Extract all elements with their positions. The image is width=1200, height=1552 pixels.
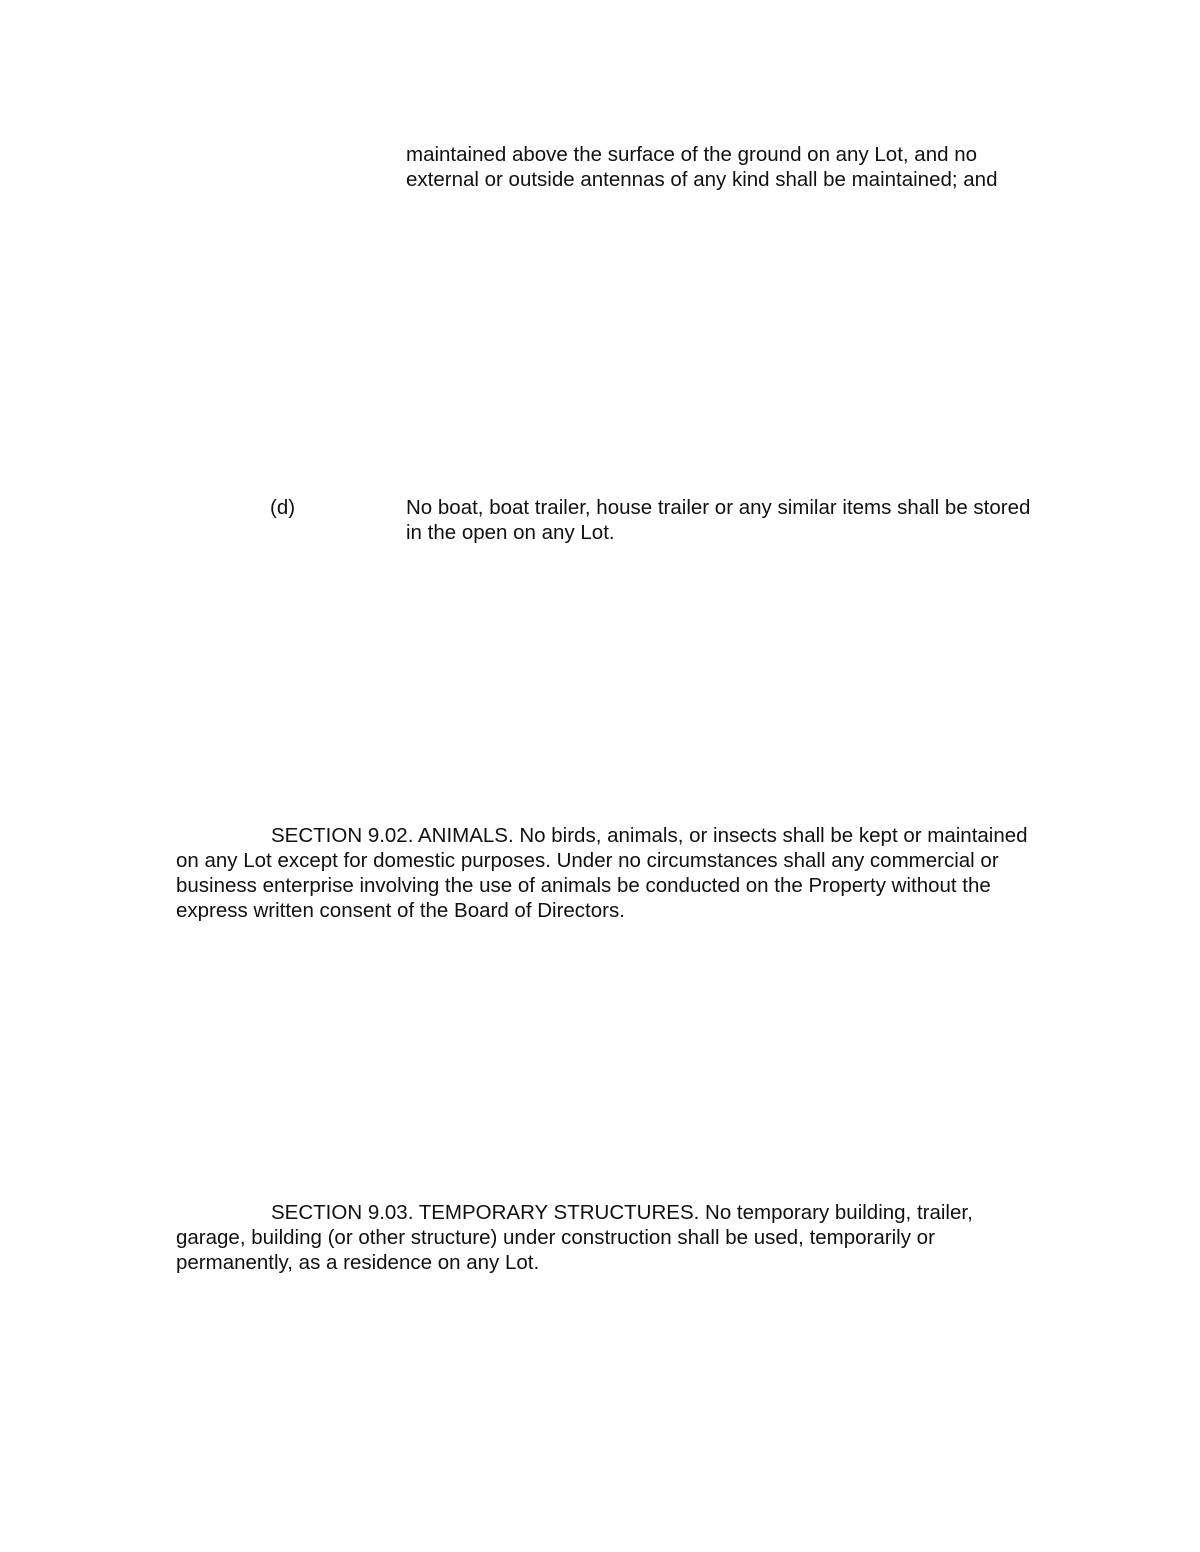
section-9-03-temporary-structures: SECTION 9.03. TEMPORARY STRUCTURES. No temporary building, trailer, garage, building (or other structure) under construction shall be used, temporarily or permanently, as a residence on any Lot.: [176, 1201, 973, 1274]
section-9-02-animals: SECTION 9.02. ANIMALS. No birds, animals, or insects shall be kept or maintained on any Lot except for domestic purposes. Under no circumstances shall any commercial or business enterprise involving the use of animals be conducted on the Property without the express written consent of the Board of Directors.: [176, 824, 1028, 922]
list-item-text: No boat, boat trailer, house trailer or any similar items shall be stored in the open on any Lot.: [406, 496, 1031, 544]
list-item-marker: (d): [270, 496, 296, 519]
continuation-paragraph: maintained above the surface of the ground on any Lot, and no external or outside antennas of any kind shall be maintained; and: [406, 143, 998, 191]
